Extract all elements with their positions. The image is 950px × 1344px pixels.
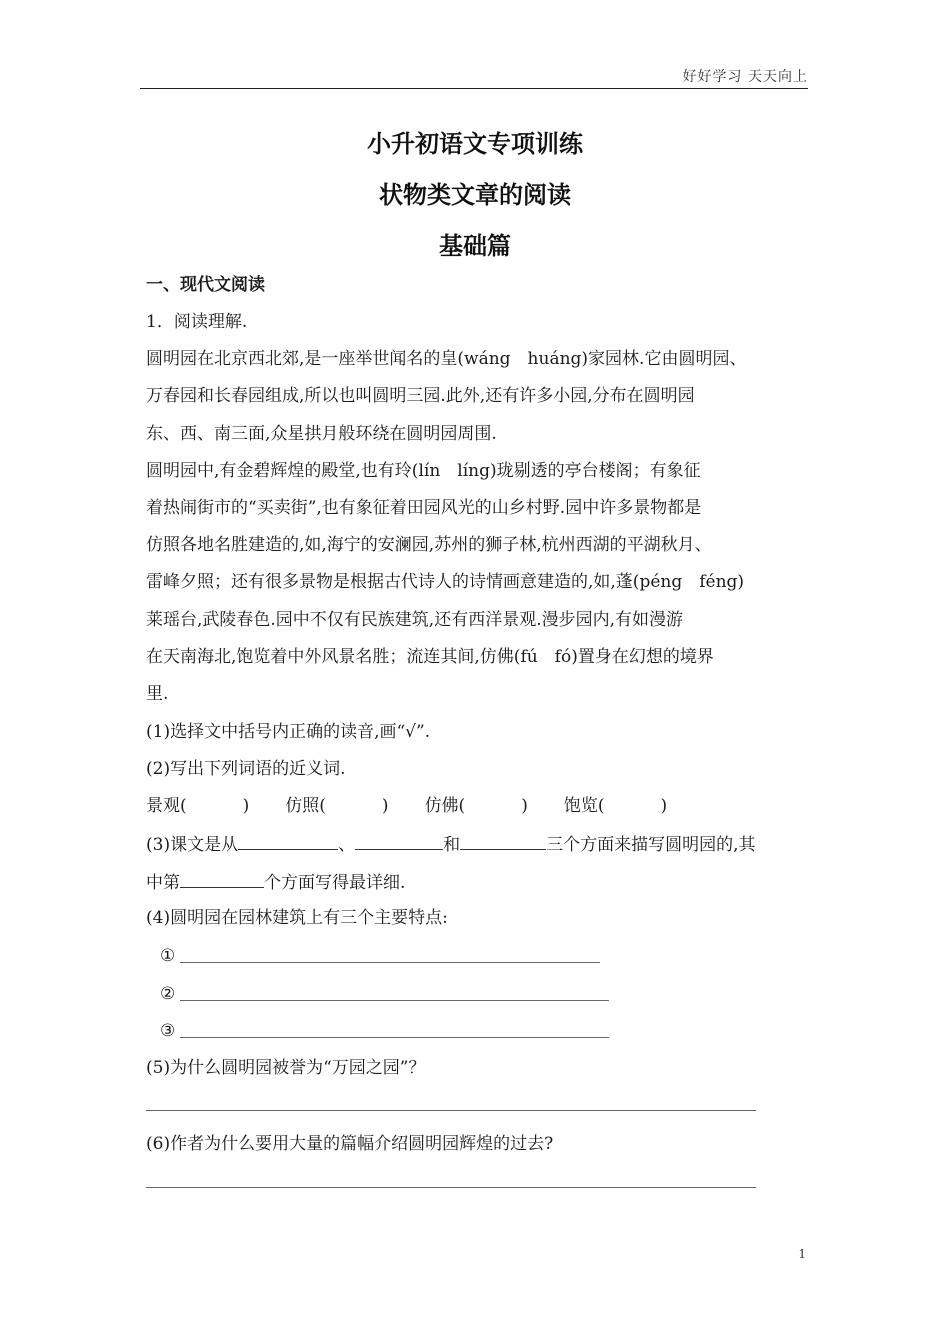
subtitle: 状物类文章的阅读 <box>379 181 571 209</box>
passage-line: 雷峰夕照；还有很多景物是根据古代诗人的诗情画意建造的,如,蓬(péng féng) <box>146 572 745 592</box>
synonym-word: 饱览( <box>563 796 605 816</box>
synonym-close: ) <box>521 796 528 816</box>
page-number: 1 <box>798 1247 806 1261</box>
sub-question-2: (2)写出下列词语的近义词. <box>146 759 346 779</box>
synonym-close: ) <box>242 796 250 816</box>
level-title: 基础篇 <box>439 232 511 260</box>
fill-blank[interactable] <box>355 831 443 850</box>
passage-line: 万春园和长春园组成,所以也叫圆明三园.此外,还有许多小园,分布在圆明园 <box>146 386 695 406</box>
q3-text: 中第 <box>146 873 180 893</box>
passage-line: 在天南海北,饱览着中外风景名胜；流连其间,仿佛(fú fó)置身在幻想的境界 <box>146 647 714 667</box>
fill-blank[interactable] <box>238 831 338 850</box>
passage-line: 仿照各地名胜建造的,如,海宁的安澜园,苏州的狮子林,杭州西湖的平湖秋月、 <box>146 535 712 555</box>
answer-line[interactable] <box>146 1110 756 1111</box>
feature-mark: ② <box>160 984 176 1004</box>
q3-text: 和 <box>443 835 461 855</box>
header-motto: 好好学习 天天向上 <box>682 69 808 85</box>
answer-line[interactable] <box>146 1187 756 1188</box>
sub-question-3-cont <box>146 869 405 895</box>
q3-text: 个方面写得最详细. <box>264 873 406 893</box>
answer-line[interactable] <box>180 962 600 963</box>
sub-question-5: (5)为什么圆明园被誉为“万园之园”？ <box>146 1058 426 1078</box>
sub-question-6: (6)作者为什么要用大量的篇幅介绍圆明园辉煌的过去? <box>146 1134 554 1154</box>
synonym-close: ) <box>660 796 668 816</box>
synonym-word: 景观( <box>146 796 187 816</box>
synonym-row <box>146 794 667 818</box>
feature-mark: ③ <box>160 1021 176 1041</box>
passage-line: 东、西、南三面,众星拱月般环绕在圆明园周围. <box>146 424 497 444</box>
sub-question-3 <box>146 831 756 857</box>
synonym-word: 仿佛( <box>424 796 466 816</box>
q3-text: 、 <box>338 835 356 855</box>
fill-blank[interactable] <box>180 869 264 888</box>
passage-line: 圆明园中,有金碧辉煌的殿堂,也有玲(lín líng)珑剔透的亭台楼阁；有象征 <box>146 461 701 481</box>
q3-text: 三个方面来描写圆明园的,其 <box>546 835 756 855</box>
synonym-word: 仿照( <box>285 796 326 816</box>
feature-mark: ① <box>160 946 176 966</box>
main-title: 小升初语文专项训练 <box>367 130 583 158</box>
q3-text: (3)课文是从 <box>146 835 239 855</box>
question-number: 1．阅读理解. <box>146 312 248 332</box>
passage-line: 里. <box>146 684 169 704</box>
header-divider <box>140 88 808 89</box>
fill-blank[interactable] <box>460 831 546 850</box>
passage-line: 着热闹街市的“买卖街”,也有象征着田园风光的山乡村野.园中许多景物都是 <box>146 498 702 518</box>
synonym-close: ) <box>381 796 389 816</box>
section-heading: 一、现代文阅读 <box>146 275 265 295</box>
passage-line: 圆明园在北京西北郊,是一座举世闻名的皇(wáng huáng)家园林.它由圆明园、 <box>146 349 747 369</box>
passage-line: 莱瑶台,武陵春色.园中不仅有民族建筑,还有西洋景观.漫步园内,有如漫游 <box>146 610 684 630</box>
sub-question-4: (4)圆明园在园林建筑上有三个主要特点: <box>146 908 448 928</box>
answer-line[interactable] <box>180 1000 609 1001</box>
answer-line[interactable] <box>180 1037 609 1038</box>
sub-question-1: (1)选择文中括号内正确的读音,画“√”. <box>146 722 431 742</box>
